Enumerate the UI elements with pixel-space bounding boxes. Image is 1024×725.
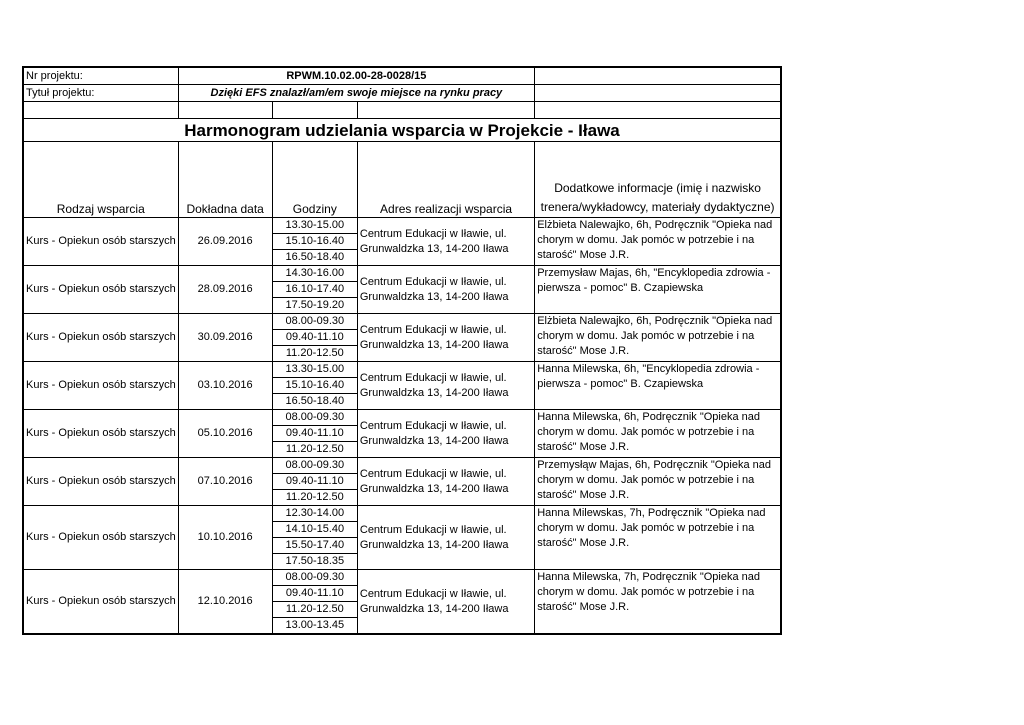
hour-slot: 08.00-09.30 xyxy=(285,459,345,471)
hour-slot: 15.50-17.40 xyxy=(273,537,357,553)
hour-slot: 16.50-18.40 xyxy=(273,393,357,409)
row-date: 10.10.2016 xyxy=(178,506,272,570)
header-hours: Godziny xyxy=(272,142,357,218)
row-hours xyxy=(272,458,357,506)
row-address: Centrum Edukacji w Iławie, ul. Grunwaldzka 13, 14-200 Iława xyxy=(357,266,534,314)
row-address: Centrum Edukacji w Iławie, ul. Grunwaldzka 13, 14-200 Iława xyxy=(357,218,534,266)
row-hours xyxy=(272,570,357,635)
row-date: 07.10.2016 xyxy=(178,458,272,506)
row-date: 12.10.2016 xyxy=(178,570,272,635)
hour-slot: 11.20-12.50 xyxy=(273,345,357,361)
project-number-label: Nr projektu: xyxy=(23,67,178,85)
row-info: Elżbieta Nalewajko, 6h, Podręcznik "Opieka nad chorym w domu. Jak pomóc w potrzebie i na starość" Mose J.R. xyxy=(535,218,781,266)
hour-slot: 13.30-15.00 xyxy=(285,363,345,375)
schedule-sheet xyxy=(22,66,782,635)
row-hours xyxy=(272,266,357,314)
row-address: Centrum Edukacji w Iławie, ul. Grunwaldzka 13, 14-200 Iława xyxy=(357,506,534,570)
hour-slot: 17.50-19.20 xyxy=(273,297,357,313)
row-type: Kurs - Opiekun osób starszych xyxy=(23,458,178,506)
table-row xyxy=(23,570,781,635)
row-type: Kurs - Opiekun osób starszych xyxy=(23,362,178,410)
header-address: Adres realizacji wsparcia xyxy=(357,142,534,218)
hour-slot: 08.00-09.30 xyxy=(285,315,345,327)
row-hours xyxy=(272,410,357,458)
hour-slot: 09.40-11.10 xyxy=(273,585,357,601)
spacer-row xyxy=(23,102,781,119)
row-date: 26.09.2016 xyxy=(178,218,272,266)
header-date: Dokładna data xyxy=(178,142,272,218)
row-type: Kurs - Opiekun osób starszych xyxy=(23,506,178,570)
hour-slot: 08.00-09.30 xyxy=(285,571,345,583)
table-row xyxy=(23,266,781,314)
schedule-title: Harmonogram udzielania wsparcia w Projekcie - Iława xyxy=(23,119,781,142)
row-date: 30.09.2016 xyxy=(178,314,272,362)
hour-slot: 14.10-15.40 xyxy=(273,521,357,537)
row-hours xyxy=(272,506,357,570)
table-row xyxy=(23,218,781,266)
hour-slot: 11.20-12.50 xyxy=(273,601,357,617)
row-hours xyxy=(272,362,357,410)
row-type: Kurs - Opiekun osób starszych xyxy=(23,570,178,635)
project-title: Dzięki EFS znalazł/am/em swoje miejsce na rynku pracy xyxy=(178,85,535,102)
row-hours xyxy=(272,218,357,266)
row-type: Kurs - Opiekun osób starszych xyxy=(23,314,178,362)
row-info: Hanna Milewska, 7h, Podręcznik "Opieka nad chorym w domu. Jak pomóc w potrzebie i na starość" Mose J.R. xyxy=(535,570,781,635)
row-info: Hanna Milewskas, 7h, Podręcznik "Opieka nad chorym w domu. Jak pomóc w potrzebie i na starość" Mose J.R. xyxy=(535,506,781,570)
row-address: Centrum Edukacji w Iławie, ul. Grunwaldzka 13, 14-200 Iława xyxy=(357,314,534,362)
project-number: RPWM.10.02.00-28-0028/15 xyxy=(178,67,535,85)
project-number-row xyxy=(23,67,781,85)
table-row xyxy=(23,410,781,458)
header-row xyxy=(23,142,781,218)
table-row xyxy=(23,314,781,362)
hour-slot: 09.40-11.10 xyxy=(273,425,357,441)
hour-slot: 13.00-13.45 xyxy=(273,617,357,633)
row-info: Przemysław Majas, 6h, "Encyklopedia zdrowia - pierwsza - pomoc" B. Czapiewska xyxy=(535,266,781,314)
row-type: Kurs - Opiekun osób starszych xyxy=(23,266,178,314)
hour-slot: 16.50-18.40 xyxy=(273,249,357,265)
hour-slot: 11.20-12.50 xyxy=(273,441,357,457)
row-info: Przemysłąw Majas, 6h, Podręcznik "Opieka nad chorym w domu. Jak pomóc w potrzebie i na starość" Mose J.R. xyxy=(535,458,781,506)
empty-cell xyxy=(535,85,781,102)
hour-slot: 17.50-18.35 xyxy=(273,553,357,569)
row-info: Hanna Milewska, 6h, "Encyklopedia zdrowia - pierwsza - pomoc" B. Czapiewska xyxy=(535,362,781,410)
row-date: 05.10.2016 xyxy=(178,410,272,458)
hour-slot: 08.00-09.30 xyxy=(285,411,345,423)
hour-slot: 12.30-14.00 xyxy=(285,507,345,519)
row-type: Kurs - Opiekun osób starszych xyxy=(23,218,178,266)
hour-slot: 09.40-11.10 xyxy=(273,329,357,345)
hour-slot: 13.30-15.00 xyxy=(285,219,345,231)
row-info: Elżbieta Nalewajko, 6h, Podręcznik "Opieka nad chorym w domu. Jak pomóc w potrzebie i na starość" Mose J.R. xyxy=(535,314,781,362)
row-hours xyxy=(272,314,357,362)
hour-slot: 11.20-12.50 xyxy=(273,489,357,505)
row-address: Centrum Edukacji w Iławie, ul. Grunwaldzka 13, 14-200 Iława xyxy=(357,362,534,410)
header-type: Rodzaj wsparcia xyxy=(23,142,178,218)
table-row xyxy=(23,458,781,506)
table-row xyxy=(23,362,781,410)
row-date: 28.09.2016 xyxy=(178,266,272,314)
row-address: Centrum Edukacji w Iławie, ul. Grunwaldzka 13, 14-200 Iława xyxy=(357,458,534,506)
schedule-table xyxy=(22,66,782,635)
hour-slot: 16.10-17.40 xyxy=(273,281,357,297)
hour-slot: 15.10-16.40 xyxy=(273,377,357,393)
project-title-label: Tytuł projektu: xyxy=(23,85,178,102)
hour-slot: 14.30-16.00 xyxy=(285,267,345,279)
title-row xyxy=(23,119,781,142)
row-address: Centrum Edukacji w Iławie, ul. Grunwaldzka 13, 14-200 Iława xyxy=(357,410,534,458)
row-type: Kurs - Opiekun osób starszych xyxy=(23,410,178,458)
hour-slot: 09.40-11.10 xyxy=(273,473,357,489)
empty-cell xyxy=(535,67,781,85)
row-info: Hanna Milewska, 6h, Podręcznik "Opieka nad chorym w domu. Jak pomóc w potrzebie i na starość" Mose J.R. xyxy=(535,410,781,458)
hour-slot: 15.10-16.40 xyxy=(273,233,357,249)
table-row xyxy=(23,506,781,570)
row-date: 03.10.2016 xyxy=(178,362,272,410)
header-info: Dodatkowe informacje (imię i nazwisko trenera/wykładowcy, materiały dydaktyczne) xyxy=(535,142,781,218)
row-address: Centrum Edukacji w Iławie, ul. Grunwaldzka 13, 14-200 Iława xyxy=(357,570,534,635)
project-title-row xyxy=(23,85,781,102)
